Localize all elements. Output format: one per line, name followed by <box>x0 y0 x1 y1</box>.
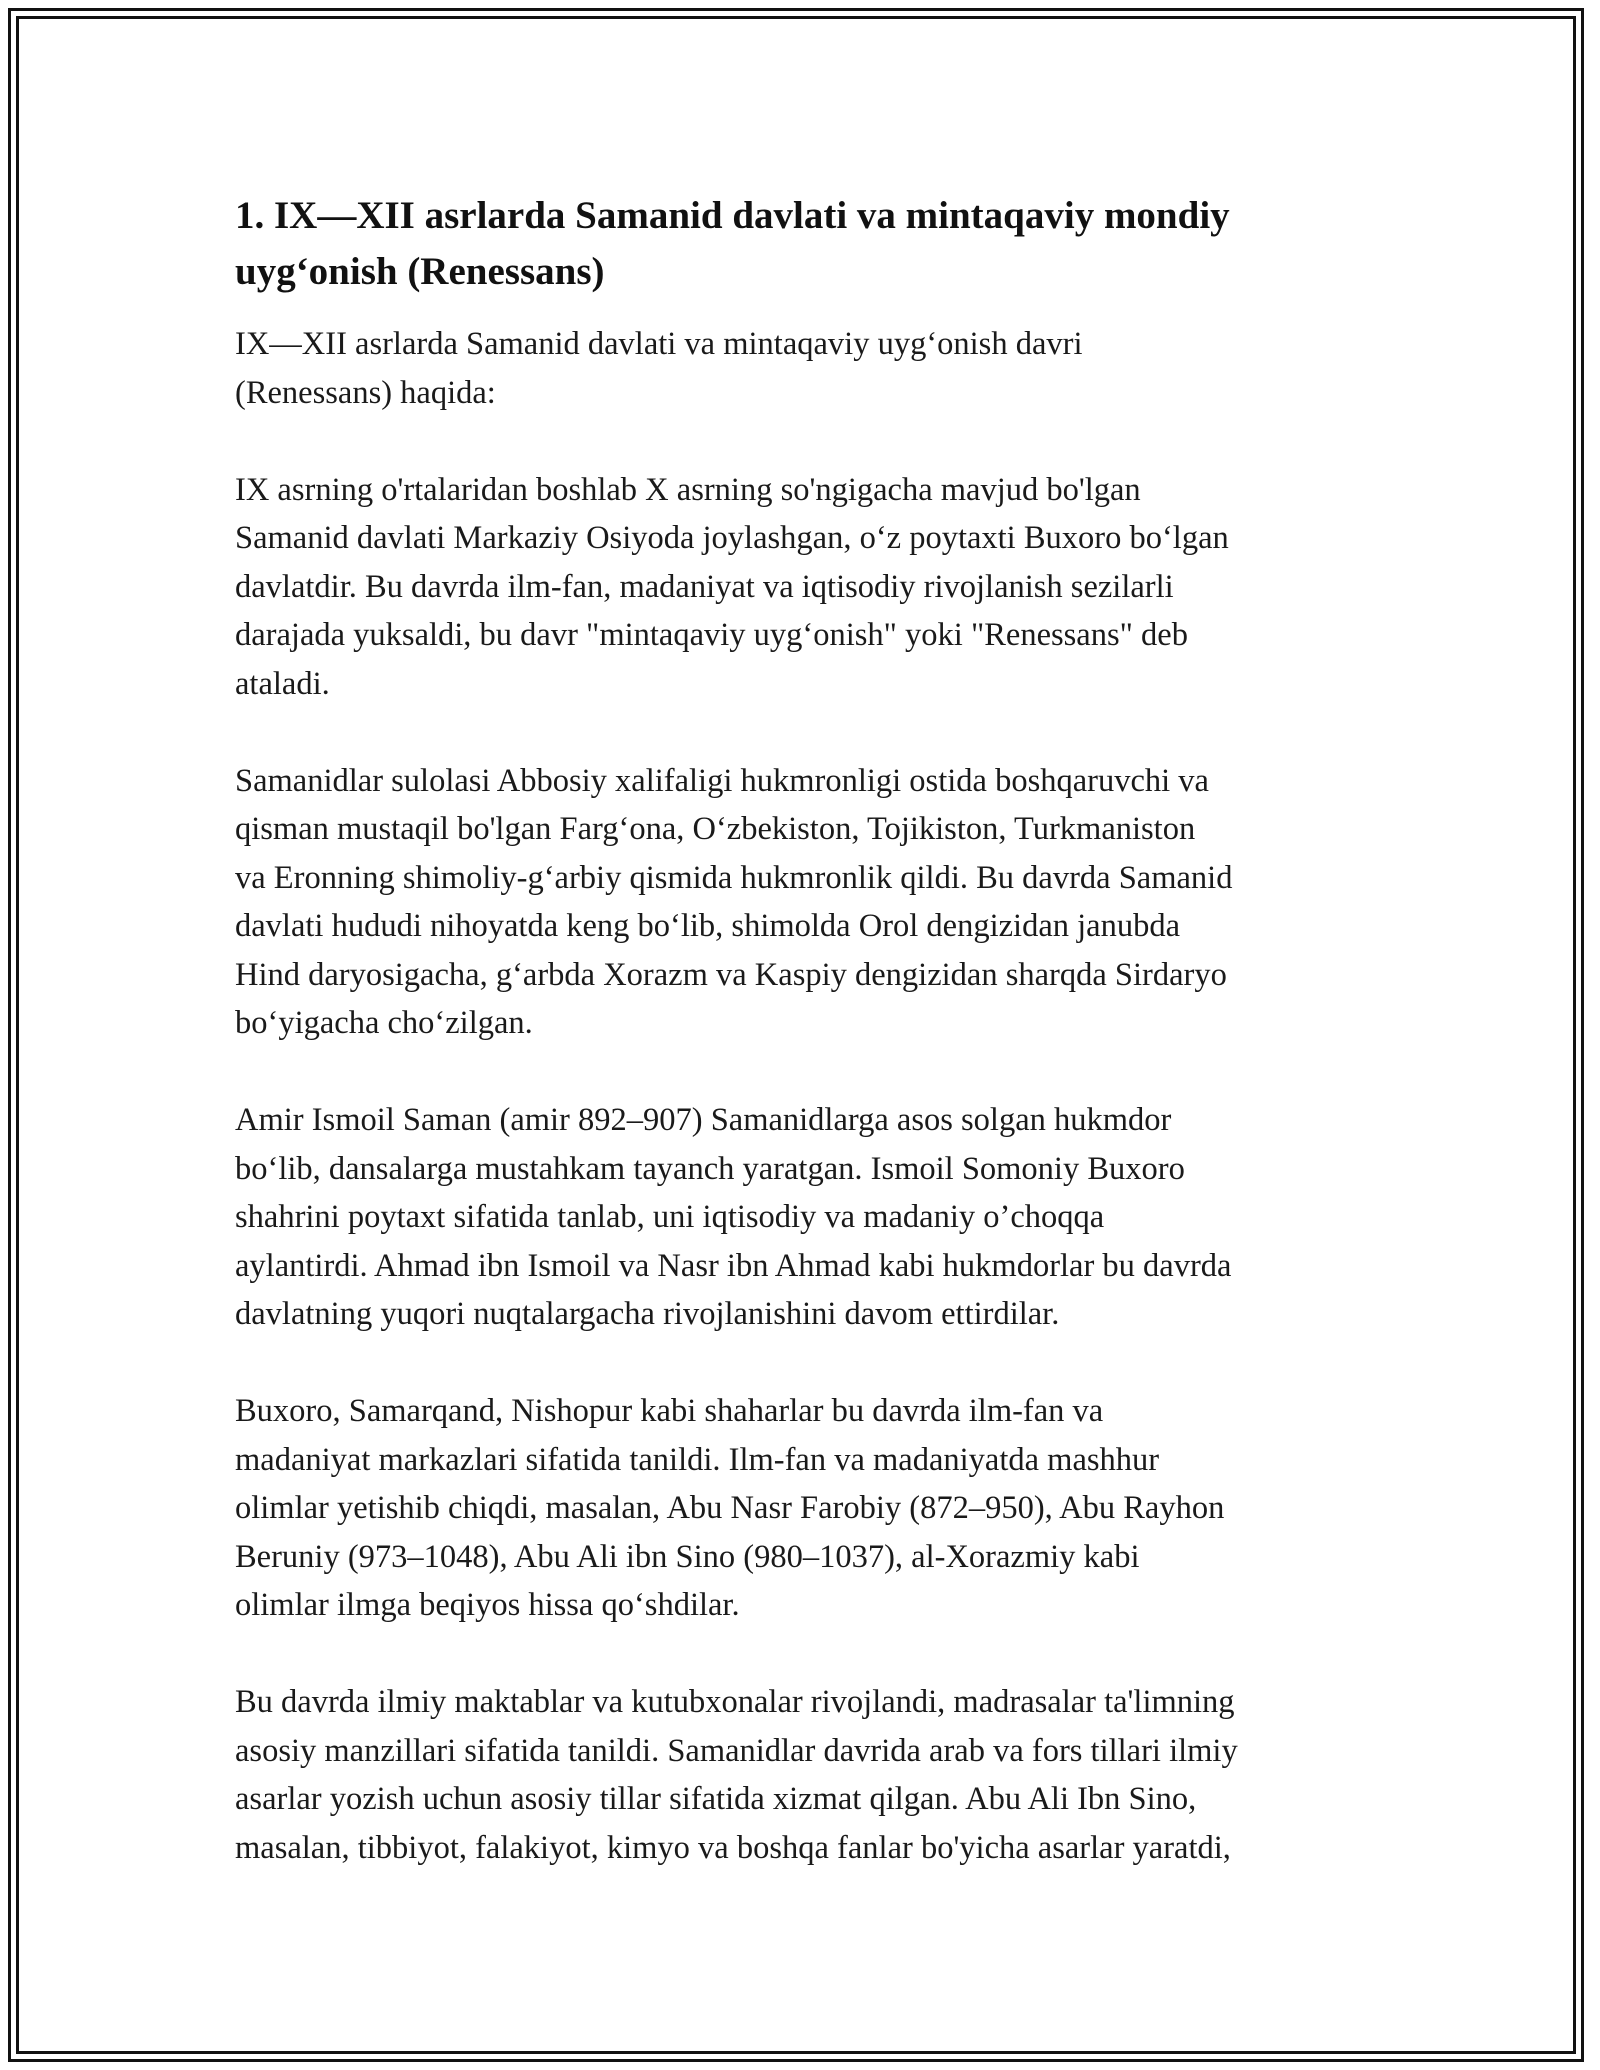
text-line: Samanid davlati Markaziy Osiyoda joylashgan, o‘z poytaxti Buxoro bo‘lgan <box>235 520 1229 556</box>
text-line: olimlar yetishib chiqdi, masalan, Abu Nasr Farobiy (872–950), Abu Rayhon <box>235 1490 1225 1526</box>
text-line: masalan, tibbiyot, falakiyot, kimyo va boshqa fanlar bo'yicha asarlar yaratdi, <box>235 1829 1231 1866</box>
text-line: asarlar yozish uchun asosiy tillar sifatida xizmat qilgan. Abu Ali Ibn Sino, <box>235 1781 1197 1817</box>
text-line: Beruniy (973–1048), Abu Ali ibn Sino (980–1037), al-Xorazmiy kabi <box>235 1538 1140 1575</box>
paragraph-education <box>235 1678 1385 1872</box>
text-line: aylantirdi. Ahmad ibn Ismoil va Nasr ibn Ahmad kabi hukmdorlar bu davrda <box>235 1247 1232 1284</box>
text-line: Bu davrda ilmiy maktablar va kutubxonalar rivojlandi, madrasalar ta'limning <box>235 1684 1235 1720</box>
text-line: asosiy manzillari sifatida tanildi. Samanidlar davrida arab va fors tillari ilmiy <box>235 1732 1238 1769</box>
text-line: Samanidlar sulolasi Abbosiy xalifaligi hukmronligi ostida boshqaruvchi va <box>235 762 1209 799</box>
paragraph-rulers <box>235 1096 1385 1339</box>
text-line: va Eronning shimoliy-g‘arbiy qismida hukmronlik qildi. Bu davrda Samanid <box>235 859 1233 896</box>
text-line: davlatning yuqori nuqtalargacha rivojlanishini davom ettirdilar. <box>235 1296 1060 1332</box>
text-line: Hind daryosigacha, g‘arbda Xorazm va Kaspiy dengizidan sharqda Sirdaryo <box>235 956 1227 993</box>
text-line: darajada yuksaldi, bu davr "mintaqaviy uyg‘onish" yoki "Renessans" deb <box>235 617 1188 653</box>
text-line: shahrini poytaxt sifatida tanlab, uni iqtisodiy va madaniy o’choqqa <box>235 1199 1105 1235</box>
intro-paragraph <box>235 320 1385 417</box>
title-line: 1. IX—XII asrlarda Samanid davlati va mintaqaviy mondiy <box>235 194 1230 237</box>
title-line: uyg‘onish (Renessans) <box>235 250 605 293</box>
paragraph-state-overview <box>235 466 1385 709</box>
text-line: qisman mustaqil bo'lgan Farg‘ona, O‘zbekiston, Tojikiston, Turkmaniston <box>235 811 1196 847</box>
paragraph-scholars <box>235 1387 1385 1630</box>
text-line: davlatdir. Bu davrda ilm-fan, madaniyat va iqtisodiy rivojlanish sezilarli <box>235 568 1174 605</box>
text-line: olimlar ilmga beqiyos hissa qo‘shdilar. <box>235 1587 740 1623</box>
paragraph-territory <box>235 757 1385 1048</box>
text-line: Buxoro, Samarqand, Nishopur kabi shaharlar bu davrda ilm-fan va <box>235 1393 1104 1429</box>
text-line: bo‘lib, dansalarga mustahkam tayanch yaratgan. Ismoil Somoniy Buxoro <box>235 1150 1185 1187</box>
text-line: bo‘yigacha cho‘zilgan. <box>235 1005 533 1041</box>
text-line: davlati hududi nihoyatda keng bo‘lib, shimolda Orol dengizidan janubda <box>235 908 1181 944</box>
text-line: ataladi. <box>235 665 330 702</box>
text-line: Amir Ismoil Saman (amir 892–907) Samanidlarga asos solgan hukmdor <box>235 1102 1172 1138</box>
document-body <box>235 188 1385 1921</box>
section-title <box>235 188 1385 300</box>
text-line: (Renessans) haqida: <box>235 374 496 411</box>
text-line: IX—XII asrlarda Samanid davlati va mintaqaviy uyg‘onish davri <box>235 326 1083 362</box>
text-line: IX asrning o'rtalaridan boshlab X asrning so'ngigacha mavjud bo'lgan <box>235 471 1141 508</box>
text-line: madaniyat markazlari sifatida tanildi. Ilm-fan va madaniyatda mashhur <box>235 1441 1160 1478</box>
